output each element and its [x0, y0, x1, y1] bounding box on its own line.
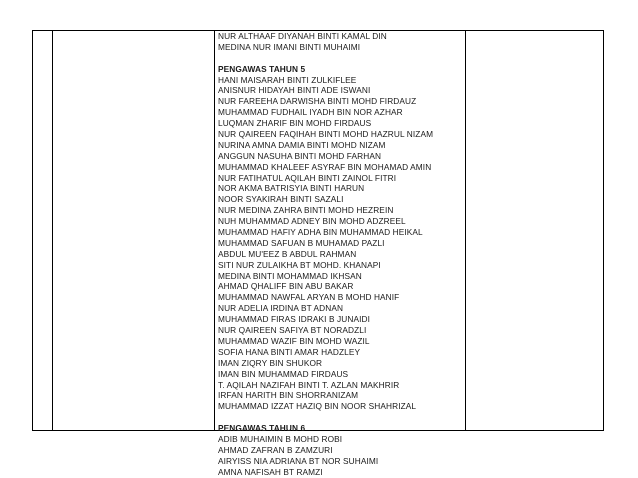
list-item: NUR FAREEHA DARWISHA BINTI MOHD FIRDAUZ: [218, 96, 417, 107]
list-item: MUHAMMAD FUDHAIL IYADH BIN NOR AZHAR: [218, 107, 403, 118]
list-item: AIRYISS NIA ADRIANA BT NOR SUHAIMI: [218, 455, 379, 466]
list-item: ABDUL MU'EEZ B ABDUL RAHMAN: [218, 248, 357, 259]
list-item: AHMAD ZAFRAN B ZAMZURI: [218, 444, 333, 455]
list-item: NUR QAIREEN SAFIYA BT NORADZLI: [218, 325, 367, 336]
list-item: NUR MEDINA ZAHRA BINTI MOHD HEZREIN: [218, 205, 394, 216]
list-item: T. AQILAH NAZIFAH BINTI T. AZLAN MAKHRIR: [218, 379, 400, 390]
list-item: IMAN ZIQRY BIN SHUKOR: [218, 357, 323, 368]
list-item: ANGGUN NASUHA BINTI MOHD FARHAN: [218, 150, 382, 161]
list-item: LUQMAN ZHARIF BIN MOHD FIRDAUS: [218, 118, 372, 129]
list-item: SITI NUR ZULAIKHA BT MOHD. KHANAPI: [218, 259, 381, 270]
list-item: NURINA AMNA DAMIA BINTI MOHD NIZAM: [218, 139, 386, 150]
list-item: AMNA NAFISAH BT RAMZI: [218, 466, 323, 477]
list-item: MUHAMMAD FIRAS IDRAKI B JUNAIDI: [218, 314, 370, 325]
list-item: IRFAN HARITH BIN SHORRANIZAM: [218, 390, 359, 401]
list-item: MUHAMMAD HAFIY ADHA BIN MUHAMMAD HEIKAL: [218, 227, 423, 238]
column-divider: [214, 31, 215, 430]
column-divider: [465, 31, 466, 430]
list-item: AHMAD QHALIFF BIN ABU BAKAR: [218, 281, 354, 292]
list-item: ANISNUR HIDAYAH BINTI ADE ISWANI: [218, 85, 371, 96]
list-item: NOOR SYAKIRAH BINTI SAZALI: [218, 194, 344, 205]
list-item: NUR FATIHATUL AQILAH BINTI ZAINOL FITRI: [218, 172, 397, 183]
list-item: MEDINA BINTI MOHAMMAD IKHSAN: [218, 270, 362, 281]
list-item: MUHAMMAD KHALEEF ASYRAF BIN MOHAMAD AMIN: [218, 161, 432, 172]
list-item: NUR QAIREEN FAQIHAH BINTI MOHD HAZRUL NIZAM: [218, 129, 434, 140]
document-table: [32, 30, 604, 477]
list-item: MUHAMMAD NAWFAL ARYAN B MOHD HANIF: [218, 292, 400, 303]
list-item: MUHAMMAD WAZIF BIN MOHD WAZIL: [218, 335, 370, 346]
list-item: ADIB MUHAIMIN B MOHD ROBI: [218, 433, 343, 444]
list-item: NUR ADELIA IRDINA BT ADNAN: [218, 303, 344, 314]
spacer: [218, 412, 463, 423]
list-item: MUHAMMAD SAFUAN B MUHAMAD PAZLI: [218, 237, 385, 248]
list-item: NUR ALTHAAF DIYANAH BINTI KAMAL DIN: [218, 31, 387, 41]
column-divider: [52, 31, 53, 430]
list-item: NUH MUHAMMAD ADNEY BIN MOHD ADZREEL: [218, 216, 406, 227]
list-item: MEDINA NUR IMANI BINTI MUHAIMI: [218, 41, 361, 52]
spacer: [218, 53, 463, 64]
list-item: HANI MAISARAH BINTI ZULKIFLEE: [218, 74, 357, 85]
list-item: SOFIA HANA BINTI AMAR HADZLEY: [218, 346, 361, 357]
list-item: MUHAMMAD IZZAT HAZIQ BIN NOOR SHAHRIZAL: [218, 401, 417, 412]
section-heading-tahun-5: PENGAWAS TAHUN 5: [218, 63, 306, 74]
list-item: NOR AKMA BATRISYIA BINTI HARUN: [218, 183, 365, 194]
list-item: IMAN BIN MUHAMMAD FIRDAUS: [218, 368, 349, 379]
names-cell: [218, 31, 463, 478]
section-heading-tahun-6: PENGAWAS TAHUN 6: [218, 423, 306, 434]
